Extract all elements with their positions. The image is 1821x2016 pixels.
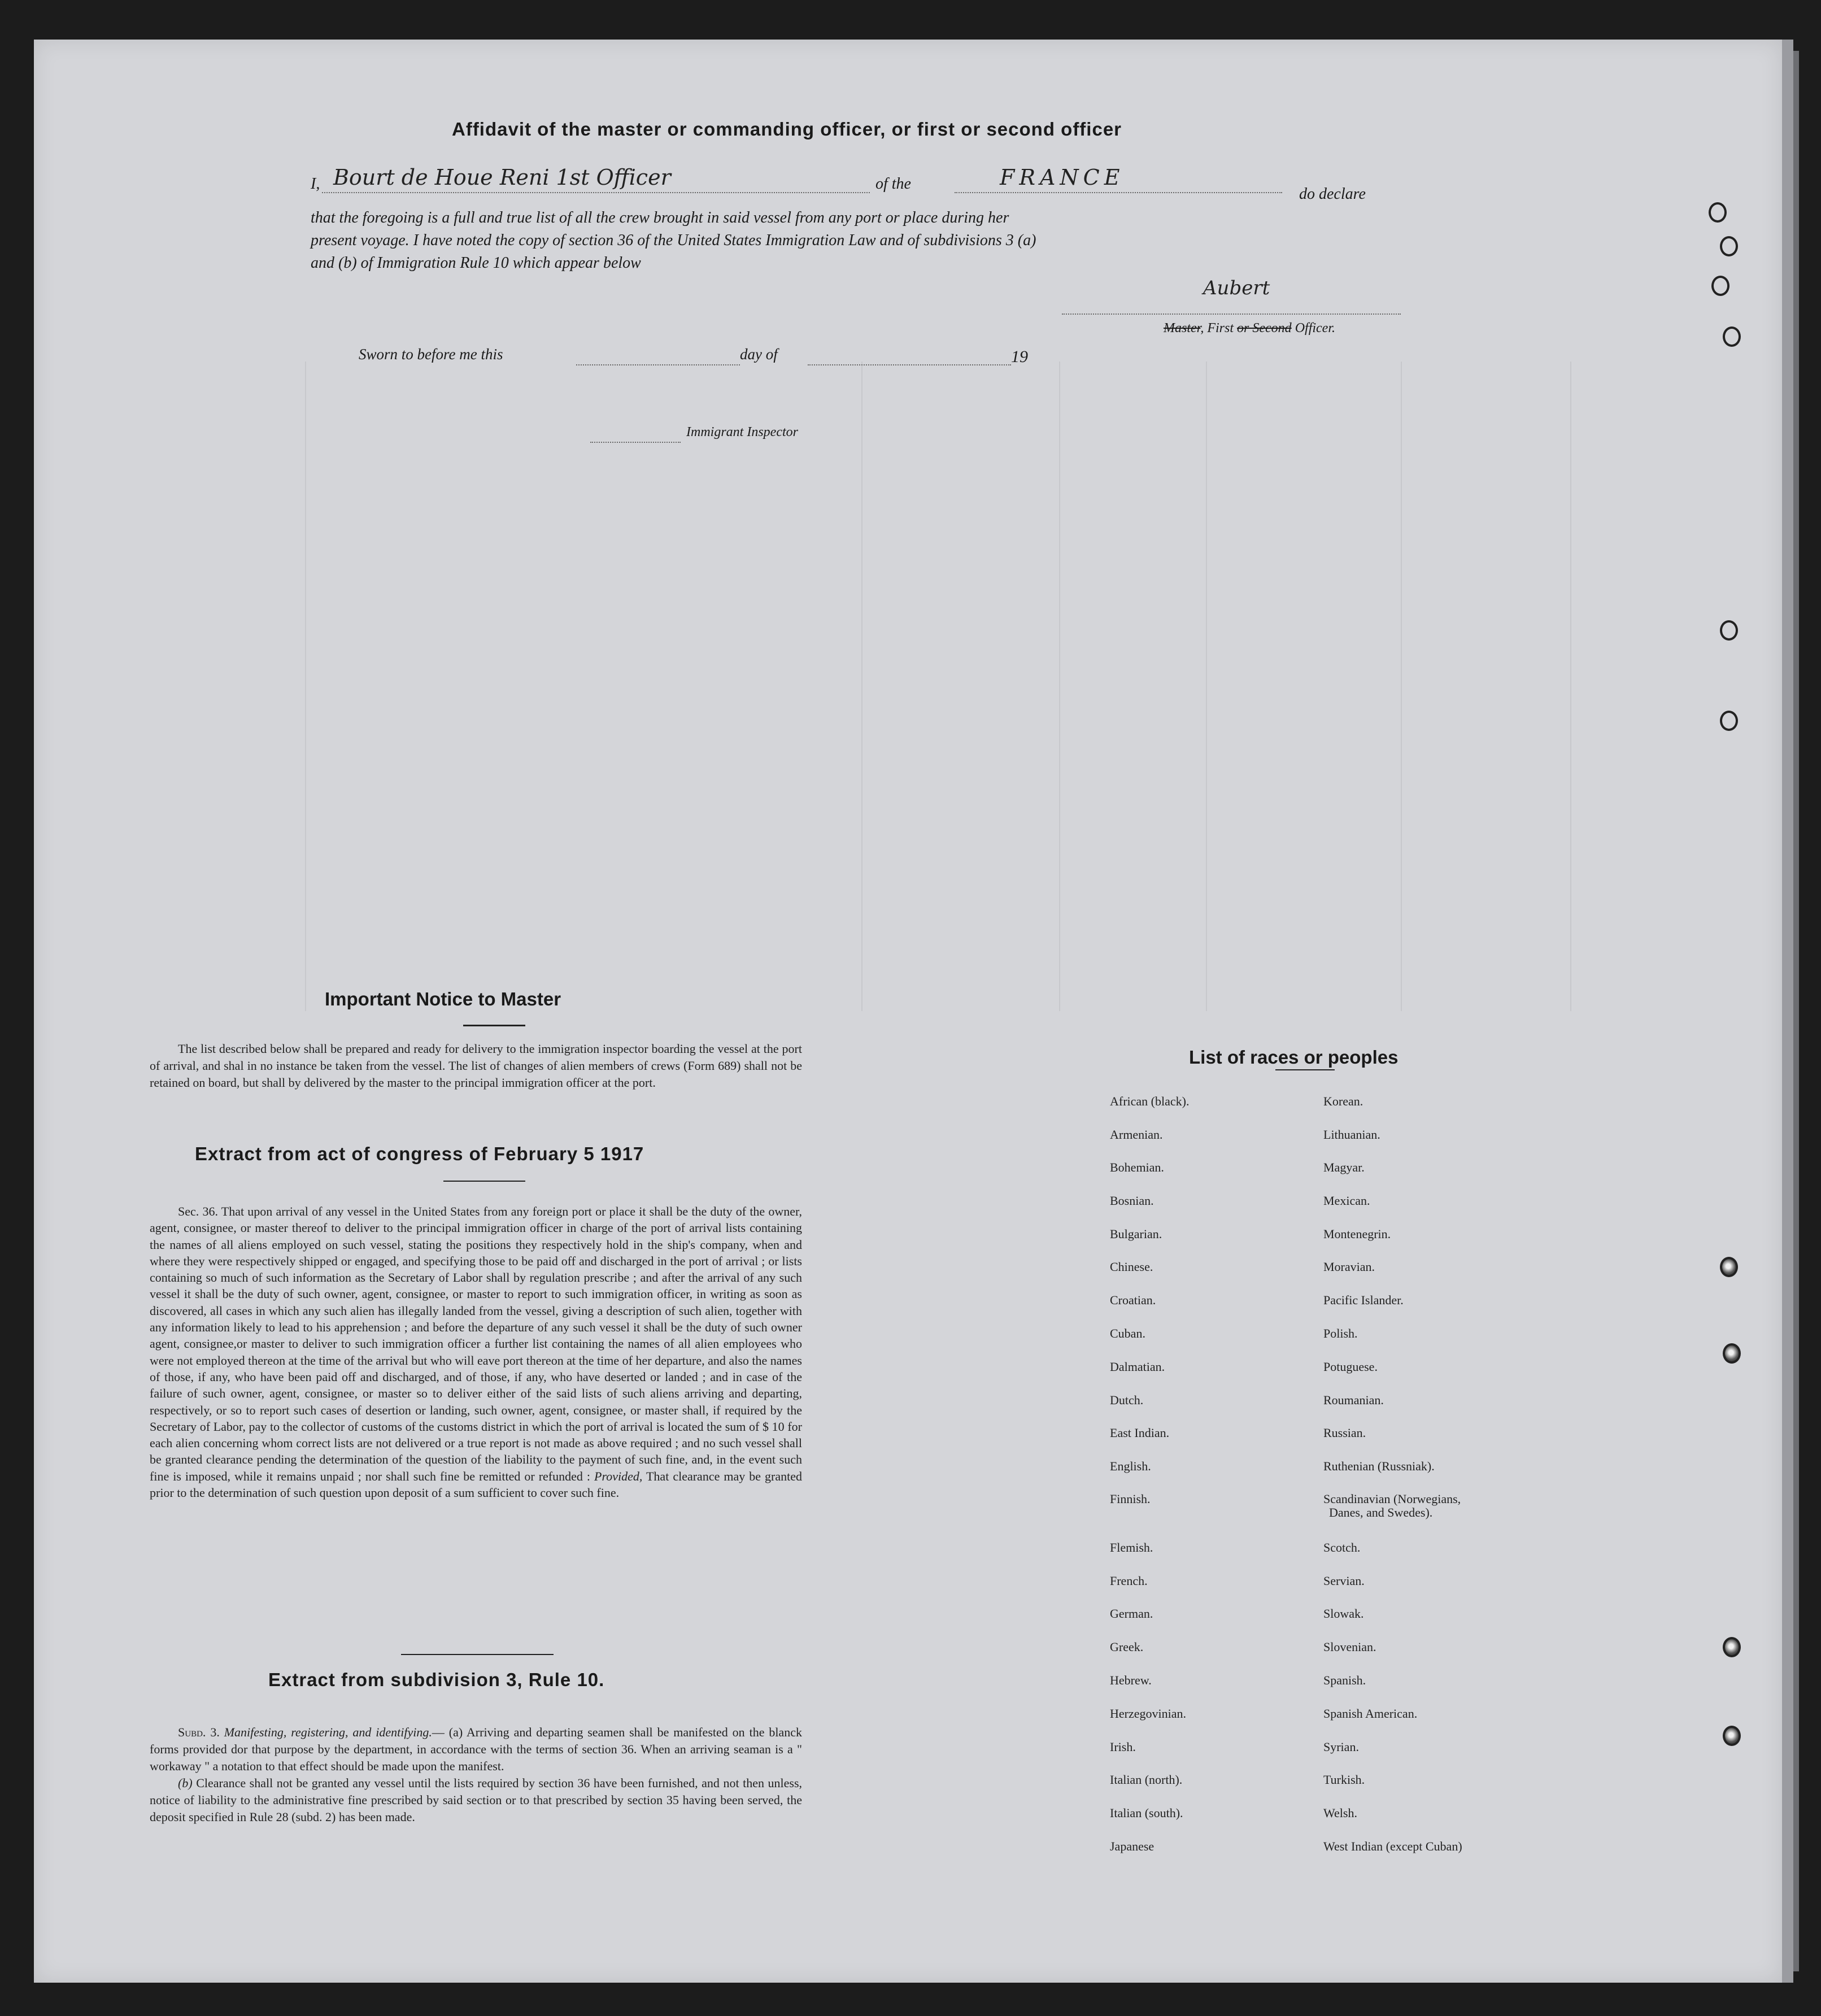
race-item: Mexican. <box>1323 1194 1370 1208</box>
race-item: Slowak. <box>1323 1606 1364 1621</box>
vessel-name: FRANCE <box>1000 165 1125 190</box>
race-item: French. <box>1110 1574 1148 1588</box>
binder-hole <box>1723 1726 1741 1746</box>
race-item: Herzegovinian. <box>1110 1706 1186 1721</box>
manifest-page <box>34 40 1782 1983</box>
subd-b-label: (b) <box>178 1776 193 1790</box>
rule-extract-text <box>150 1724 802 1826</box>
caption-master: Master <box>1164 321 1201 336</box>
act-extract-title: Extract from act of congress of February 5 1917 <box>195 1143 644 1164</box>
sworn-day-of: day of <box>740 346 778 363</box>
race-item: Russian. <box>1323 1426 1366 1440</box>
race-item: Irish. <box>1110 1740 1136 1754</box>
race-item: Hebrew. <box>1110 1673 1152 1687</box>
sec-label: Sec. 36. <box>178 1204 218 1218</box>
race-item: Bosnian. <box>1110 1194 1154 1208</box>
binder-hole <box>1720 620 1738 641</box>
affidavit-title: Affidavit of the master or commanding officer, or first or second officer <box>452 119 1122 140</box>
sworn-date-line <box>576 364 740 365</box>
sworn-label: Sworn to before me this <box>359 346 503 363</box>
caption-first: , First <box>1200 321 1234 336</box>
race-item: Danes, and Swedes). <box>1329 1505 1433 1519</box>
sworn-year: 19 <box>1011 347 1028 366</box>
affidavit-signer-name: Bourt de Houe Reni 1st Officer <box>333 165 671 190</box>
binder-hole <box>1723 1637 1741 1657</box>
caption-or-second: or Second <box>1237 321 1292 336</box>
subd-b-paragraph <box>150 1775 802 1826</box>
binder-hole <box>1720 711 1738 731</box>
race-item: Scotch. <box>1323 1540 1361 1555</box>
race-item: Armenian. <box>1110 1127 1163 1142</box>
faint-column-line <box>1059 362 1060 1011</box>
races-title-underline-races <box>1275 1069 1335 1070</box>
of-the-label: of the <box>875 175 911 193</box>
notice-title-rule <box>463 1025 525 1026</box>
sec-text-end: That clearance may be granted prior to the determination of such question upon deposit of a sum sufficient to cover such fine. <box>150 1469 802 1500</box>
race-item: Slovenian. <box>1323 1640 1376 1654</box>
notice-title: Important Notice to Master <box>325 989 561 1009</box>
race-item: German. <box>1110 1606 1153 1621</box>
race-item: Japanese <box>1110 1839 1155 1853</box>
affidavit-prefix: I, <box>311 175 320 193</box>
race-item: Moravian. <box>1323 1260 1375 1274</box>
signer-dotted-line <box>322 192 870 193</box>
caption-officer: Officer. <box>1295 321 1336 336</box>
race-item: Spanish. <box>1323 1673 1366 1687</box>
race-item: Chinese. <box>1110 1260 1153 1274</box>
sec-text: That upon arrival of any vessel in the United States from any foreign port or place it shall be the duty of the owner, agent, consignee, or master thereof to deliver to the principal immigration officer in charge of the port of arrival lists containing the names of all aliens employed on such vessel, stating the positions they respectively hold in the ship's company, when and where they were respectively shipped or engaged, and specifying those to be paid off and discharged in the port of arrival ; or lists containing so much of such information as the Secretary of Labor shall by regulation prescribe ; and after the arrival of any such vessel it shall be the duty of such owner, agent, consignee, or master to report to such immigration officer, in writing as soon as discovered, all cases in which any such alien has illegally landed from the vessel, giving a description of such alien, together with any information likely to lead to his apprehension ; and before the departure of any such vessel it shall be the duty of such owner agent, consignee,or master to deliver to such immigration officer a further list containing the names of all alien employees who were not employed thereon at the time of the arrival but who will eave port thereon at the time of her departure, and also the names of those, if any, who have been paid off and discharged, and of those, if any, who have deserted or landed ; and in case of the failure of such owner, agent, consignee, or master so to deliver either of the said lists of such aliens arriving and departing, respectively, or so to report such cases of desertion or landing, such owner, agent, consignee, or master shall, if required by the Secretary of Labor, pay to the collector of customs of the customs district in which the port of arrival is located the sum of $ 10 for each alien concerning whom correct lists are not delivered or a true report is not made as above required ; and no such vessel shall be granted clearance pending the determination of the question of the liability to the payment of such fine, and, in the event such fine is imposed, while it remains unpaid ; nor shall such fine be remitted or refunded : <box>150 1204 802 1483</box>
race-item: African (black). <box>1110 1094 1190 1108</box>
provided-label: Provided, <box>594 1469 643 1483</box>
inspector-signature-line <box>590 442 681 443</box>
race-item: Dalmatian. <box>1110 1360 1165 1374</box>
affidavit-line-3: present voyage. I have noted the copy of section 36 of the United States Immigration Law and of subdivisions 3 (a) <box>311 232 1036 249</box>
race-item: Bohemian. <box>1110 1160 1164 1174</box>
affidavit-line-1 <box>311 175 320 193</box>
race-item: Flemish. <box>1110 1540 1153 1555</box>
page-edge-shadow <box>1793 51 1799 1971</box>
race-item: Ruthenian (Russniak). <box>1323 1459 1435 1473</box>
binder-hole <box>1720 1257 1738 1277</box>
do-declare: do declare <box>1299 185 1366 203</box>
race-item: Welsh. <box>1323 1806 1357 1820</box>
sworn-month-line <box>808 364 1011 365</box>
race-item: Spanish American. <box>1323 1706 1418 1721</box>
race-item: Greek. <box>1110 1640 1144 1654</box>
race-item: Dutch. <box>1110 1393 1144 1407</box>
notice-text <box>150 1040 802 1091</box>
race-item: Korean. <box>1323 1094 1363 1108</box>
faint-column-line <box>1401 362 1402 1011</box>
affidavit-line-4: and (b) of Immigration Rule 10 which appear below <box>311 254 641 272</box>
affidavit-line-2: that the foregoing is a full and true list of all the crew brought in said vessel from any port or place during her <box>311 209 1009 227</box>
subd-b-text: Clearance shall not be granted any vessel until the lists required by section 36 have been furnished, and not then unless, notice of liability to the administrative fine prescribed by said section or to that prescribed by section 35 having been served, the deposit specified in Rule 28 (subd. 2) has been made. <box>150 1776 803 1824</box>
race-item: Syrian. <box>1323 1740 1359 1754</box>
race-item: Magyar. <box>1323 1160 1365 1174</box>
race-item: Lithuanian. <box>1323 1127 1380 1142</box>
sec-36-paragraph <box>150 1203 802 1501</box>
race-item: Scandinavian (Norwegians, <box>1323 1492 1461 1506</box>
race-item: Montenegrin. <box>1323 1227 1391 1241</box>
rule-separator <box>401 1654 554 1655</box>
subd-heading: Manifesting, registering, and identifying. <box>224 1725 432 1739</box>
notice-paragraph: The list described below shall be prepared and ready for delivery to the immigration inspector boarding the vessel at the port of arrival, and shal in no instance be taken from the vessel. The list of changes of alien members of crews (Form 689) shall not be retained on board, but shall by delivered by the master to the principal immigration officer at the port. <box>150 1042 802 1090</box>
race-item: Potuguese. <box>1323 1360 1378 1374</box>
officer-signature: Aubert <box>1203 277 1270 299</box>
race-item: Turkish. <box>1323 1773 1365 1787</box>
race-item: Italian (south). <box>1110 1806 1183 1820</box>
binder-hole <box>1723 1343 1741 1364</box>
faint-column-line <box>305 362 306 1011</box>
officer-signature-line <box>1062 313 1401 315</box>
race-item: Roumanian. <box>1323 1393 1384 1407</box>
subd-a-paragraph <box>150 1724 802 1775</box>
inspector-caption: Immigrant Inspector <box>686 425 798 439</box>
binder-hole <box>1709 202 1727 223</box>
race-item: West Indian (except Cuban) <box>1323 1839 1462 1853</box>
race-item: Bulgarian. <box>1110 1227 1162 1241</box>
race-item: Servian. <box>1323 1574 1365 1588</box>
faint-column-line <box>861 362 862 1011</box>
race-item: Croatian. <box>1110 1293 1156 1307</box>
act-extract-text <box>150 1203 802 1501</box>
act-title-rule <box>443 1181 525 1182</box>
race-item: Pacific Islander. <box>1323 1293 1404 1307</box>
subd-a-text: — (a) Arriving and departing seamen shall be manifested on the blanck forms provided dor that purpose by the department, in accordance with the terms of section 36. When an arriving seaman is a " workaway " a notation to that effect should be made upon the manifest. <box>150 1725 803 1773</box>
page-edge <box>1782 40 1793 1983</box>
rule-extract-title: Extract from subdivision 3, Rule 10. <box>268 1669 605 1690</box>
binder-hole <box>1723 326 1741 347</box>
binder-hole <box>1720 236 1738 256</box>
binder-hole <box>1711 276 1729 296</box>
race-item: Polish. <box>1323 1326 1358 1340</box>
race-item: Cuban. <box>1110 1326 1145 1340</box>
officer-caption <box>1164 321 1335 336</box>
race-item: East Indian. <box>1110 1426 1170 1440</box>
subd-label: Subd. 3. <box>178 1725 220 1739</box>
race-item: Italian (north). <box>1110 1773 1183 1787</box>
race-item: Finnish. <box>1110 1492 1151 1506</box>
faint-column-line <box>1570 362 1571 1011</box>
races-title: List of races or peoples <box>1189 1047 1399 1068</box>
vessel-dotted-line <box>955 192 1282 193</box>
faint-column-line <box>1206 362 1207 1011</box>
race-item: English. <box>1110 1459 1151 1473</box>
